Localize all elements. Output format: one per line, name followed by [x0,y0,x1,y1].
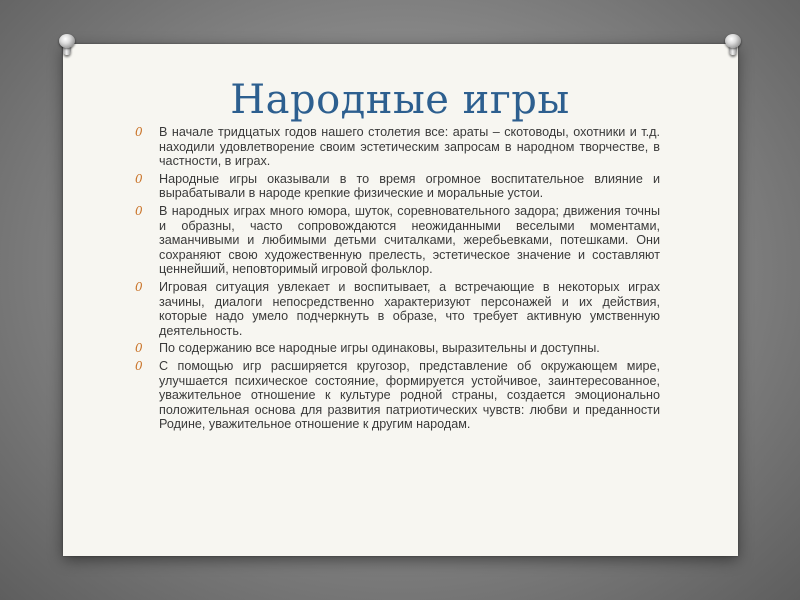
slide-title: Народные игры [230,77,570,123]
list-item [129,172,660,201]
list-item-text: В начале тридцатых годов нашего столетия все: араты – скотоводы, охотники и т.д. находили удовлетворение своим эстетическим запросам в народном творчестве, в частности, в играх. [159,125,660,169]
list-item-text: В народных играх много юмора, шуток, соревновательного задора; движения точны и образны, часто сопровождаются неожиданными веселыми моментами, заманчивыми и любимыми детьми считалками, жеребьевками, потешками. Они сохраняют свою художественную прелесть, эстетическое значение и составляют ценнейший, неповторимый игровой фольклор. [159,203,660,277]
list-item-text: Игровая ситуация увлекает и воспитывает, а встречающие в некоторых играх зачины, диалоги непосредственно характеризуют персонажей и их действия, которые надо умело подчеркнуть в образе, что требует активную умственную деятельность. [159,279,660,338]
pushpin-icon [724,34,742,56]
list-item [129,204,660,277]
list-item [129,280,660,338]
list-item [129,341,660,356]
bullet-icon: 0 [135,171,143,186]
list-item [129,359,660,432]
pushpin-icon [58,34,76,56]
list-item-text: По содержанию все народные игры одинаковы, выразительны и доступны. [159,341,600,356]
bullet-icon: 0 [135,341,143,356]
list-item-text: Народные игры оказывали в то время огромное воспитательное влияние и вырабатывали в народе крепкие физические и моральные устои. [159,171,660,201]
bullet-icon: 0 [135,279,143,294]
bullet-icon: 0 [135,203,143,218]
bullet-icon: 0 [135,358,143,373]
bullet-list [129,125,660,435]
list-item-text: С помощью игр расширяется кругозор, представление об окружающем мире, улучшается психическое состояние, формируется устойчивое, заинтересованное, уважительное отношение к культуре родной страны, создается эмоционально положительная основа для развития патриотических чувств: любви и преданности Родине, уважительное отношение к другим народам. [159,358,660,432]
bullet-icon: 0 [135,125,143,139]
list-item [129,125,660,169]
